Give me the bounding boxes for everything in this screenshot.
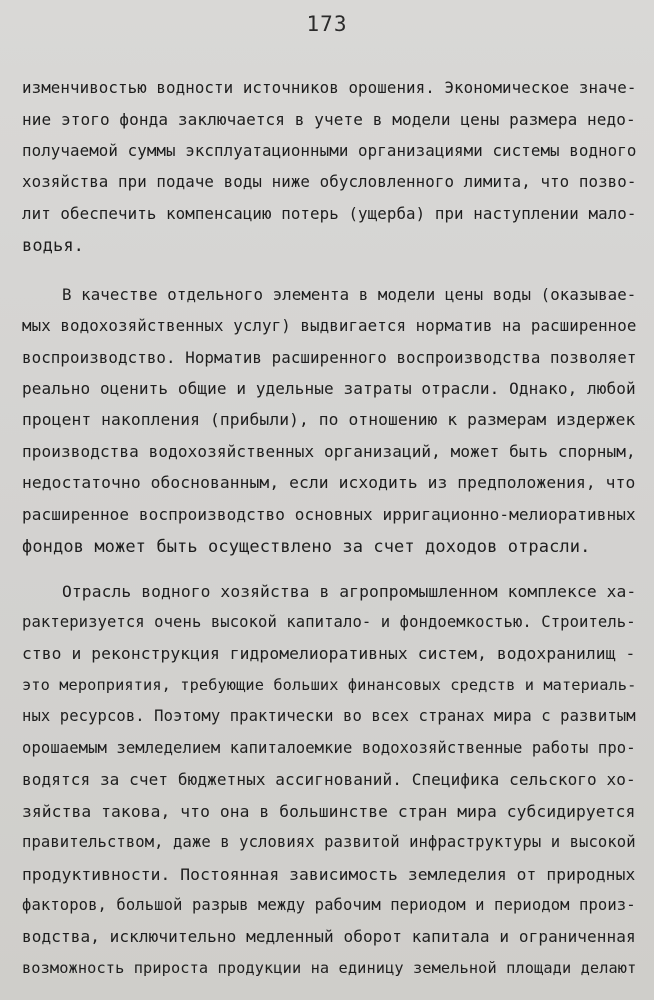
text-line: Отрасль водного хозяйства в агропромышленном комплексе ха- xyxy=(62,582,637,601)
text-line: возможность прироста продукции на единицу земельной площади делают xyxy=(22,959,637,977)
text-line: процент накопления (прибыли), по отношению к размерам издержек xyxy=(22,410,636,429)
text-line: водятся за счет бюджетных ассигнований. Специфика сельского хо- xyxy=(22,770,636,789)
text-line: орошаемым земледелием капиталоемкие водохозяйственные работы про- xyxy=(22,739,636,757)
text-line: зяйства такова, что она в большинстве стран мира субсидируется xyxy=(22,802,636,821)
text-line: ных ресурсов. Поэтому практически во всех странах мира с развитым xyxy=(22,707,636,725)
text-line: водья. xyxy=(22,236,85,256)
text-line: ние этого фонда заключается в учете в модели цены размера недо- xyxy=(22,110,636,129)
text-line: реально оценить общие и удельные затраты отрасли. Однако, любой xyxy=(22,379,636,398)
text-line: недостаточно обоснованным, если исходить из предположения, что xyxy=(22,473,636,492)
text-line: В качестве отдельного элемента в модели цены воды (оказывае- xyxy=(62,285,637,304)
text-line: изменчивостью водности источников орошения. Экономическое значе- xyxy=(22,78,637,97)
text-line: расширенное воспроизводство основных ирригационно-мелиоративных xyxy=(22,505,636,524)
text-line: продуктивности. Постоянная зависимость земледелия от природных xyxy=(22,865,636,884)
text-line: хозяйства при подаче воды ниже обусловленного лимита, что позво- xyxy=(22,172,637,191)
text-line: производства водохозяйственных организаций, может быть спорным, xyxy=(22,442,636,461)
text-line: лит обеспечить компенсацию потерь (ущерба) при наступлении мало- xyxy=(22,204,637,223)
text-line: факторов, большой разрыв между рабочим периодом и периодом произ- xyxy=(22,896,636,914)
page-number: 173 xyxy=(306,12,348,36)
text-line: мых водохозяйственных услуг) выдвигается норматив на расширенное xyxy=(22,316,637,335)
text-line: рактеризуется очень высокой капитало- и фондоемкостью. Строитель- xyxy=(22,613,636,631)
text-line: это мероприятия, требующие больших финансовых средств и материаль- xyxy=(22,676,637,694)
text-line: фондов может быть осуществлено за счет доходов отрасли. xyxy=(22,537,591,557)
text-line: получаемой суммы эксплуатационными организациями системы водного xyxy=(22,141,637,160)
text-line: правительством, даже в условиях развитой инфраструктуры и высокой xyxy=(22,833,636,851)
text-line: воспроизводство. Норматив расширенного воспроизводства позволяет xyxy=(22,348,637,367)
text-line: ство и реконструкция гидромелиоративных систем, водохранилищ - xyxy=(22,644,636,663)
text-line: водства, исключительно медленный оборот капитала и ограниченная xyxy=(22,927,636,946)
